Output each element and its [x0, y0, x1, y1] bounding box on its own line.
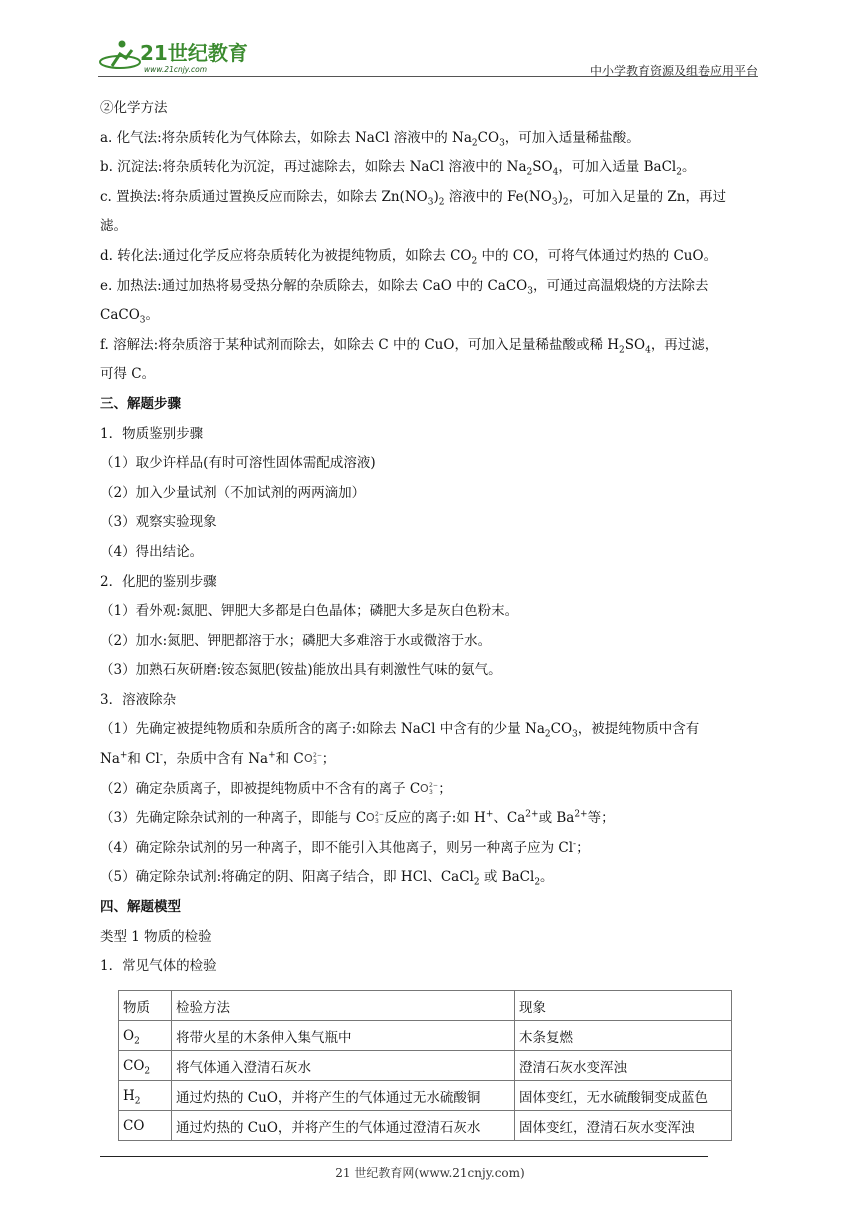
svg-text:2−: 2− — [312, 752, 322, 760]
line: ②化学方法 — [100, 100, 168, 116]
line: （5）确定除杂试剂:将确定的阴、阳离子结合，即 HCl、CaCl$_2$ 或 BaCl$_2$。 — [100, 869, 554, 889]
table-row — [119, 1111, 732, 1141]
line: （2）确定杂质离子，即被提纯物质中不含有的离子 C O 2− 3 ； — [100, 775, 764, 805]
table-header-row — [119, 991, 732, 1021]
line: c. 置换法:将杂质通过置换反应而除去，如除去 $Zn(NO_3)_2$ 溶液中的 $Fe(NO_3)_2$，可加入足量的 Zn，再过 — [100, 188, 726, 208]
line: （3）先确定除杂试剂的一种离子，即能与 C O 2− 3 反应的离子:如 H+、$Ca^{2+}$或 $Ba^{2+}$等； — [100, 804, 764, 834]
line: f. 溶解法:将杂质溶于某种试剂而除去，如除去 C 中的 CuO，可加入足量稀盐酸或稀 $H_2SO_4$，再过滤， — [100, 336, 719, 356]
carbonate-ion-image — [420, 775, 438, 805]
cell-substance: CO — [119, 1111, 172, 1141]
line: CaCO$_3$。 — [100, 307, 160, 326]
cell-method: 通过灼热的 CuO，并将产生的气体通过无水硫酸铜 — [172, 1081, 515, 1111]
line: Na+和 Cl-，杂质中含有 Na+和 C O 2− 3 ； — [100, 745, 764, 775]
gas-test-table — [118, 990, 732, 1141]
line: （4）得出结论。 — [100, 543, 204, 560]
svg-text:3: 3 — [429, 788, 434, 795]
svg-text:2−: 2− — [375, 811, 385, 819]
cell-result: 固体变红，无水硫酸铜变成蓝色 — [515, 1081, 732, 1111]
cell-method: 将气体通入澄清石灰水 — [172, 1051, 515, 1081]
logo-url-text: www.21cnjy.com — [144, 65, 208, 74]
cell-method: 将带火星的木条伸入集气瓶中 — [172, 1021, 515, 1051]
footer-divider — [100, 1156, 708, 1157]
line: （1）看外观:氮肥、钾肥大多都是白色晶体；磷肥大多是灰白色粉末。 — [100, 603, 519, 620]
header-substance: 物质 — [119, 991, 172, 1021]
document-body — [100, 94, 764, 982]
line: 1．常见气体的检验 — [100, 958, 217, 975]
section-heading: 三、解题步骤 — [100, 395, 181, 412]
line: b. 沉淀法:将杂质转化为沉淀，再过滤除去，如除去 NaCl 溶液中的 $Na_2SO_4$，可加入适量 BaCl$_2$。 — [100, 159, 696, 178]
line: （3）观察实验现象 — [100, 514, 217, 531]
carbonate-ion-image — [304, 745, 322, 775]
line: （1）取少许样品(有时可溶性固体需配成溶液) — [100, 455, 376, 472]
svg-text:3: 3 — [375, 818, 380, 825]
svg-text:O: O — [303, 752, 313, 766]
line: 2．化肥的鉴别步骤 — [100, 573, 217, 590]
cell-substance: $O_2$ — [119, 1021, 172, 1051]
line: a. 化气法:将杂质转化为气体除去，如除去 NaCl 溶液中的 $Na_2CO_3$，可加入适量稀盐酸。 — [100, 129, 640, 149]
platform-name: 中小学教育资源及组卷应用平台 — [589, 64, 758, 78]
line: 1．物质鉴别步骤 — [100, 425, 204, 442]
line: e. 加热法:通过加热将易受热分解的杂质除去，如除去 CaO 中的 CaCO$_3$，可通过高温煅烧的方法除去 — [100, 277, 709, 297]
section-heading: 四、解题模型 — [100, 899, 181, 916]
svg-text:O: O — [420, 781, 429, 795]
logo-main-text: 21世纪教育 — [140, 41, 248, 65]
line: 类型 1 物质的检验 — [100, 928, 212, 945]
header-divider — [98, 76, 758, 77]
svg-text:3: 3 — [312, 759, 317, 766]
cell-result: 木条复燃 — [515, 1021, 732, 1051]
header-method: 检验方法 — [172, 991, 515, 1021]
cell-substance: $CO_2$ — [119, 1051, 172, 1081]
line: d. 转化法:通过化学反应将杂质转化为被提纯物质，如除去 $CO_2$ 中的 CO，可将气体通过灼热的 CuO。 — [100, 247, 718, 267]
cell-substance: $H_2$ — [119, 1081, 172, 1111]
table-row — [119, 1051, 732, 1081]
cell-result: 澄清石灰水变浑浊 — [515, 1051, 732, 1081]
line: 可得 C。 — [100, 366, 156, 383]
line: （2）加入少量试剂（不加试剂的两两滴加） — [100, 484, 366, 501]
svg-text:O: O — [366, 811, 375, 825]
table-row — [119, 1081, 732, 1111]
cell-result: 固体变红，澄清石灰水变浑浊 — [515, 1111, 732, 1141]
line: （4）确定除杂试剂的另一种离子，即不能引入其他离子，则另一种离子应为 Cl-； — [100, 839, 590, 856]
svg-text:2−: 2− — [429, 781, 439, 789]
line: 滤。 — [100, 218, 127, 235]
page-footer[interactable]: 21 世纪教育网(www.21cnjy.com) — [335, 1166, 525, 1180]
logo-21cnjy — [98, 36, 258, 76]
line: 3．溶液除杂 — [100, 691, 177, 708]
header-result: 现象 — [515, 991, 732, 1021]
cell-method: 通过灼热的 CuO，并将产生的气体通过澄清石灰水 — [172, 1111, 515, 1141]
table-row — [119, 1021, 732, 1051]
line: （1）先确定被提纯物质和杂质所含的离子:如除去 NaCl 中含有的少量 $Na_2CO_3$，被提纯物质中含有 — [100, 721, 700, 741]
carbonate-ion-image — [366, 804, 384, 834]
page-header — [98, 30, 758, 80]
line: （2）加水:氮肥、钾肥都溶于水；磷肥大多难溶于水或微溶于水。 — [100, 632, 492, 649]
line: （3）加熟石灰研磨:铵态氮肥(铵盐)能放出具有刺激性气味的氨气。 — [100, 662, 502, 679]
